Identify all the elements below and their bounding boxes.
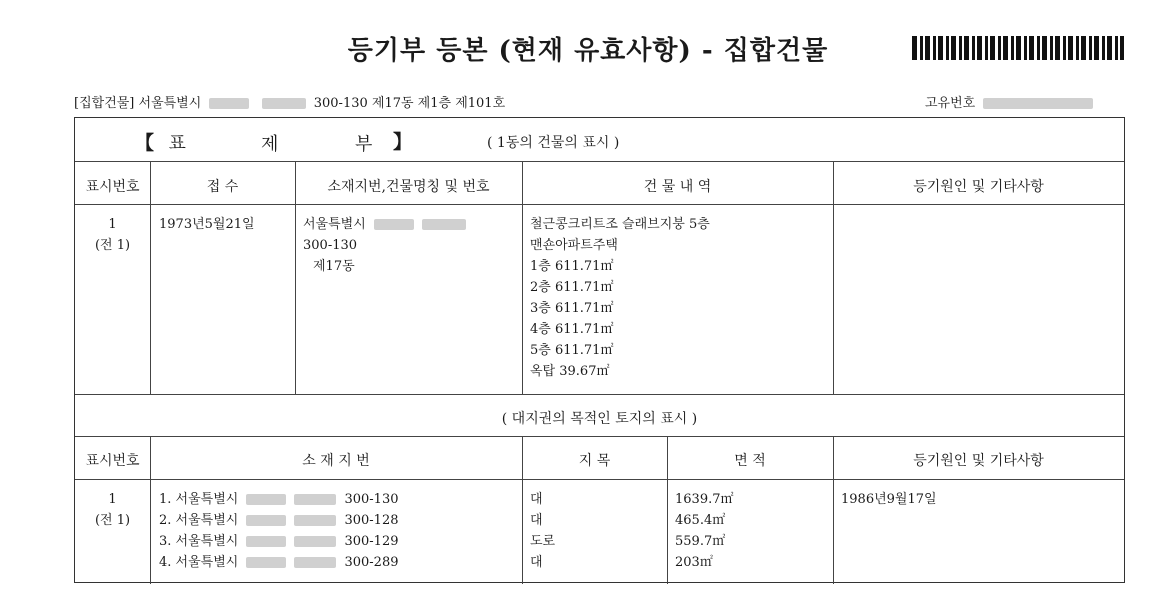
col-header-display-no: 표시번호 (85, 453, 140, 469)
redacted-text (294, 494, 336, 505)
col-header-location: 소재지번,건물명칭 및 번호 (327, 179, 490, 195)
location-cell: 서울특별시 300-130 제17동 (303, 214, 470, 277)
redacted-text (209, 98, 249, 109)
redacted-text (246, 515, 286, 526)
redacted-text (294, 515, 336, 526)
col-header-remarks: 등기원인 및 기타사항 (913, 179, 1044, 195)
property-type-label: [집합건물] 서울특별시 (74, 96, 202, 111)
col-header-display-no: 표시번호 (85, 179, 140, 195)
unique-number (925, 92, 1097, 111)
property-address-tail: 300-130 제17동 제1층 제101호 (313, 96, 506, 111)
redacted-text (246, 557, 286, 568)
col-header-building-details: 건 물 내 역 (643, 179, 712, 195)
list-item: 4. 서울특별시 300-289 (159, 555, 399, 570)
section-title: 【 표 (135, 132, 186, 154)
redacted-text (246, 494, 286, 505)
document-title: 등기부 등본 (현재 유효사항) - 집합건물 (347, 36, 829, 66)
property-address-header (74, 92, 505, 111)
land-section-title: ( 대지권의 목적인 토지의 표시 ) (501, 411, 698, 427)
list-item: 1. 서울특별시 300-130 (159, 492, 399, 507)
redacted-text (374, 219, 414, 230)
col-header-received: 접 수 (206, 179, 239, 195)
registry-table (74, 117, 1125, 583)
col-header-land-category: 지 목 (578, 453, 611, 469)
col-header-area: 면 적 (734, 453, 766, 469)
redacted-text (246, 536, 286, 547)
list-item: 2. 서울특별시 300-128 (159, 513, 399, 528)
display-no-cell: 1 (전 1) (94, 492, 131, 528)
area-cell: 1639.7㎡ 465.4㎡ 559.7㎡ 203㎡ (675, 492, 734, 570)
section-title-bracket: 】 (393, 131, 413, 153)
col-header-lot-location: 소 재 지 번 (302, 453, 370, 469)
land-category-cell: 대 대 도로 대 (530, 492, 556, 570)
display-no-cell: 1 (전 1) (94, 217, 131, 253)
lot-list-cell (159, 489, 399, 573)
redacted-text (983, 98, 1093, 109)
section-title-char: 제 (261, 134, 279, 155)
section-title-char: 부 (355, 134, 373, 155)
redacted-text (294, 536, 336, 547)
redacted-text (294, 557, 336, 568)
remarks-cell: 1986년9월17일 (841, 492, 937, 507)
list-item: 3. 서울특별시 300-129 (159, 534, 399, 549)
redacted-text (422, 219, 466, 230)
col-header-remarks: 등기원인 및 기타사항 (913, 453, 1044, 469)
section-subtitle: ( 1동의 건물의 표시 ) (487, 135, 620, 151)
unique-number-label: 고유번호 (925, 96, 976, 111)
redacted-text (262, 98, 306, 109)
barcode-image (912, 36, 1124, 60)
received-date-cell: 1973년5월21일 (159, 217, 255, 232)
building-details-cell: 철근콩크리트조 슬래브지붕 5층 맨숀아파트주택 1층 611.71㎡ 2층 611.71㎡ 3층 611.71㎡ 4층 611.71㎡ 5층 611.71㎡ 옥탑 39.67㎡ (530, 217, 710, 379)
